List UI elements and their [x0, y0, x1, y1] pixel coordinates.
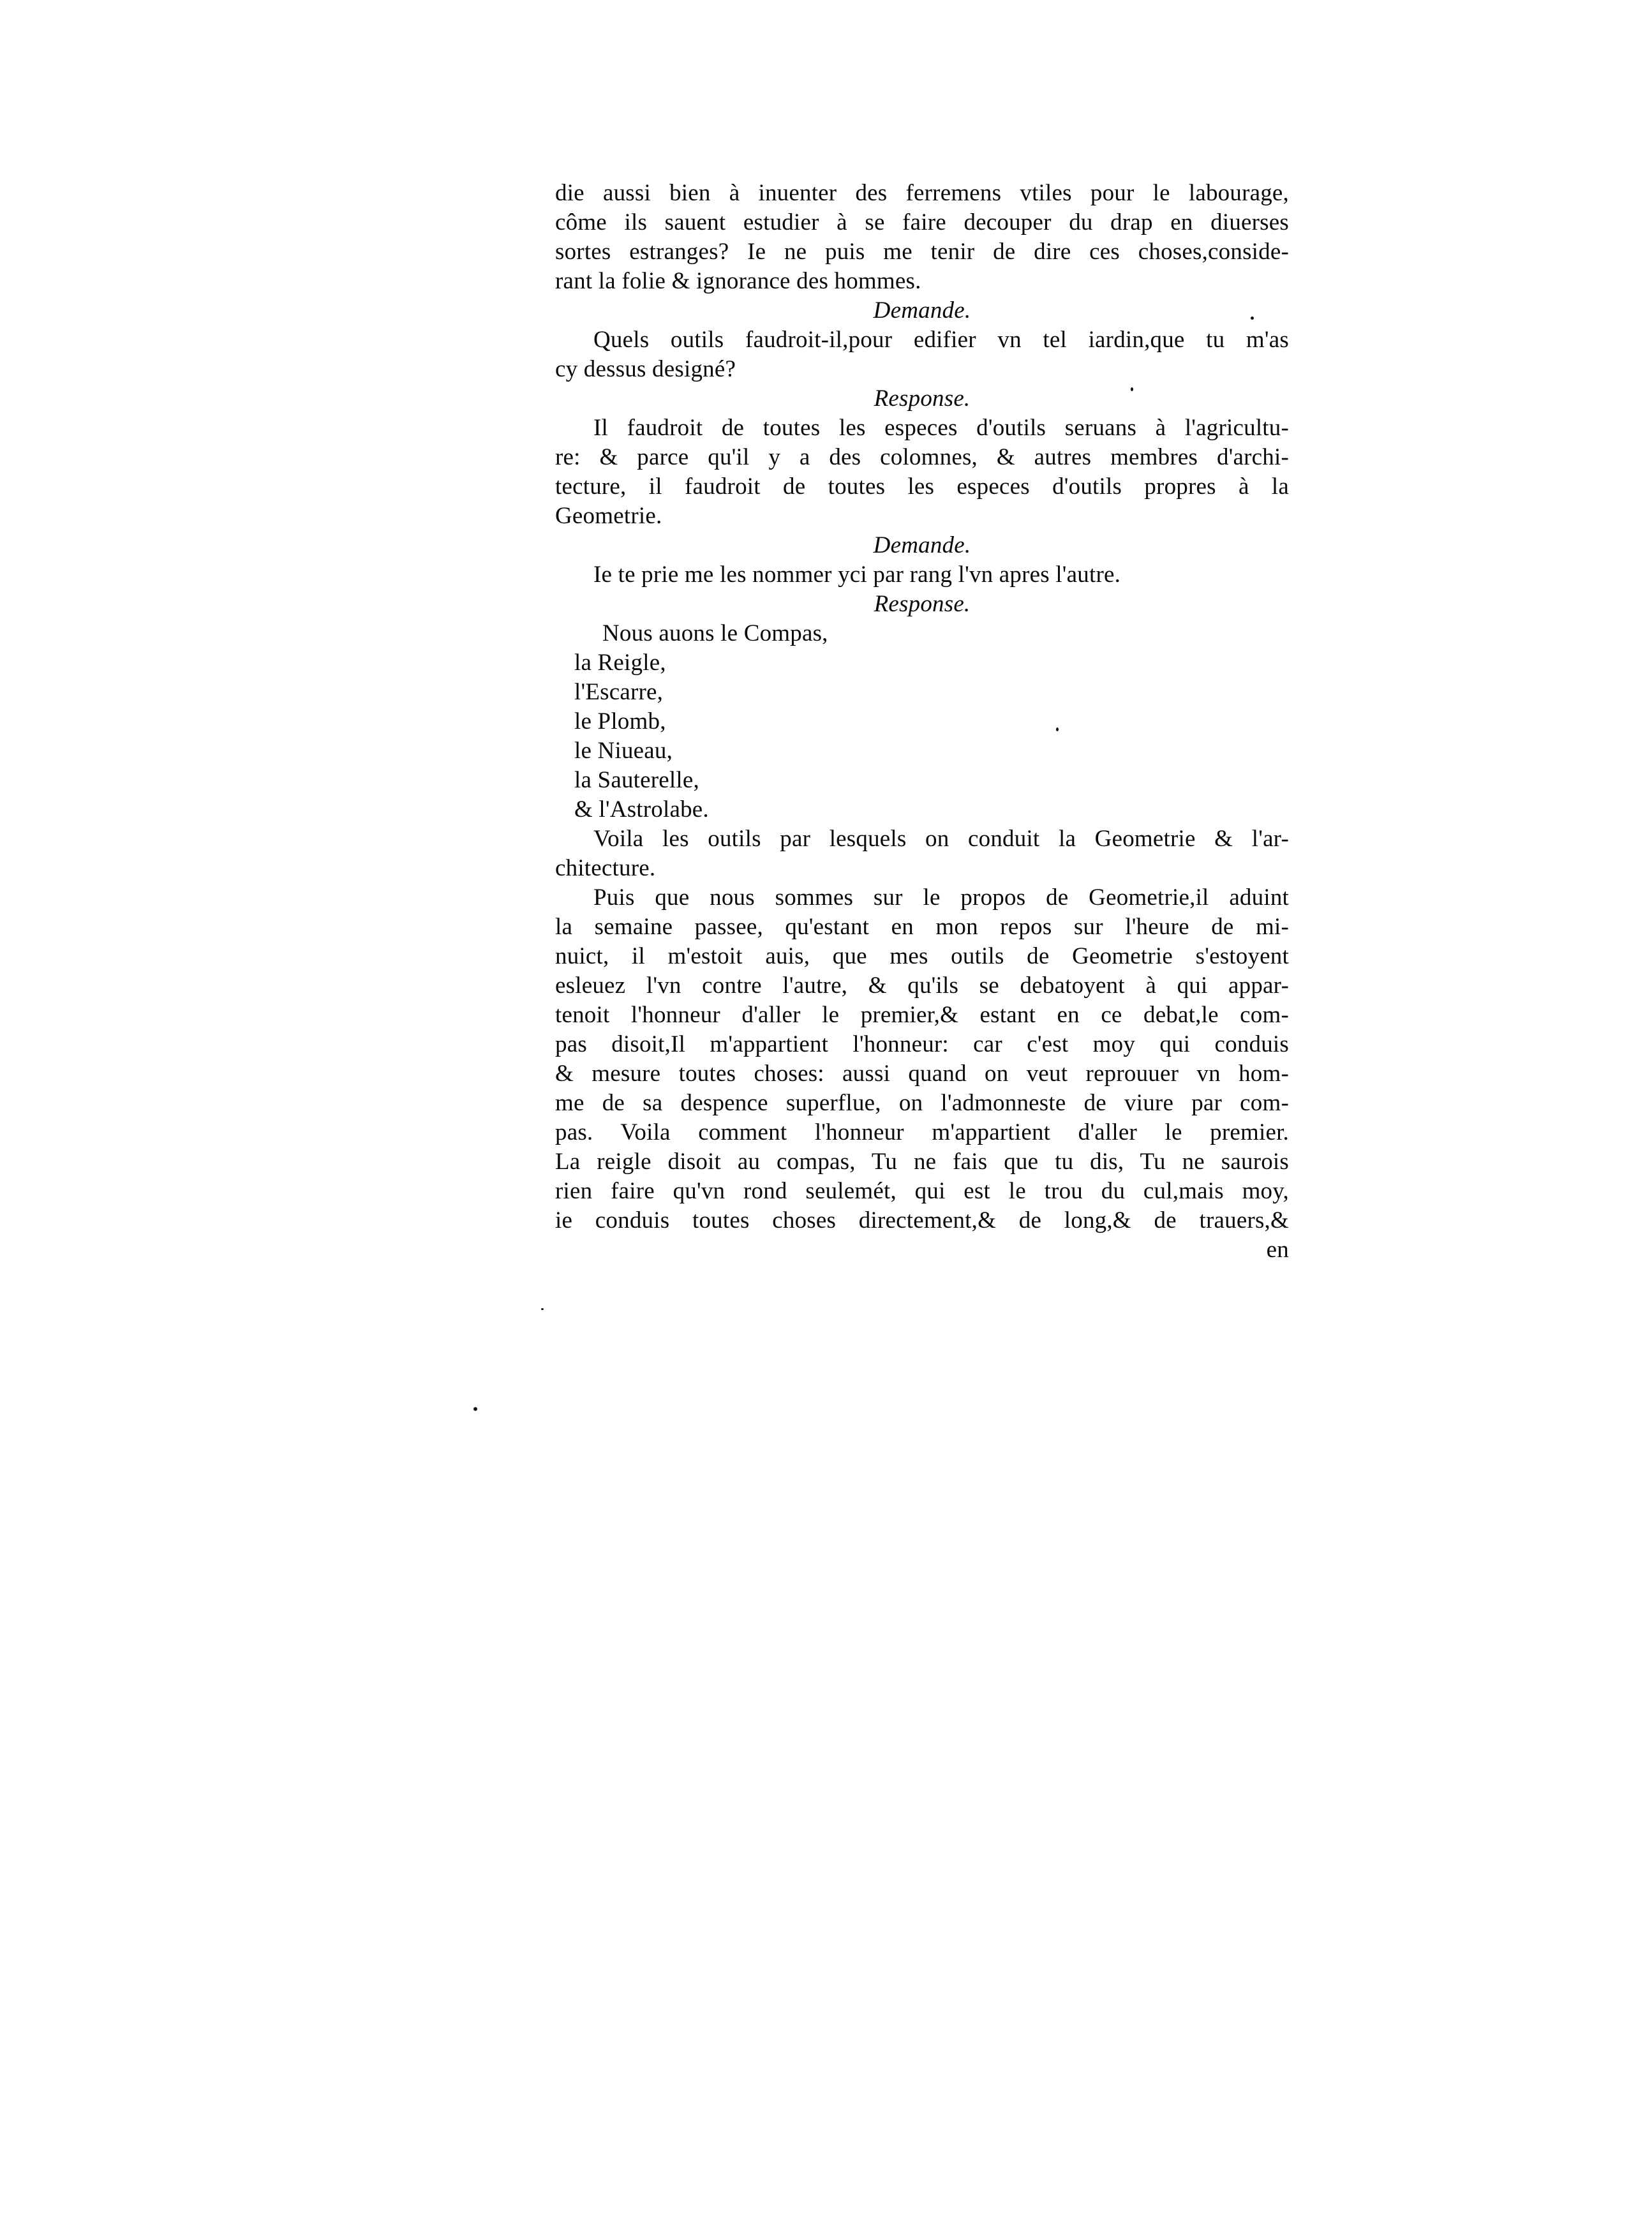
text-line: Voila les outils par lesquels on conduit la Geometrie & l'ar-: [593, 826, 1289, 852]
text-line: & mesure toutes choses: aussi quand on veut reprouuer vn hom-: [555, 1061, 1289, 1087]
text-line: die aussi bien à inuenter des ferremens vtiles pour le labourage,: [555, 180, 1289, 206]
text-line: côme ils sauent estudier à se faire decouper du drap en diuerses: [555, 209, 1289, 235]
text-line: pas disoit,Il m'appartient l'honneur: car c'est moy qui conduis: [555, 1031, 1289, 1057]
section-heading: Response.: [874, 385, 971, 412]
text-line: me de sa despence superflue, on l'admonneste de viure par com-: [555, 1090, 1289, 1116]
text-line: & l'Astrolabe.: [574, 796, 709, 823]
text-line: Il faudroit de toutes les especes d'outils seruans à l'agricultu-: [593, 415, 1289, 441]
section-heading: Demande.: [873, 532, 971, 558]
text-line: le Plomb,: [574, 708, 666, 734]
text-line: Quels outils faudroit-il,pour edifier vn tel iardin,que tu m'as: [593, 327, 1289, 353]
text-line: nuict, il m'estoit auis, que mes outils de Geometrie s'estoyent: [555, 943, 1289, 969]
text-line: Nous auons le Compas,: [602, 620, 828, 646]
page-text: [555, 179, 1289, 1265]
ink-speck: [1251, 317, 1254, 320]
text-line: Ie te prie me les nommer yci par rang l'vn apres l'autre.: [593, 562, 1121, 588]
section-heading: Response.: [874, 591, 971, 617]
text-line: chitecture.: [555, 855, 656, 881]
text-line: tenoit l'honneur d'aller le premier,& estant en ce debat,le com-: [555, 1002, 1289, 1028]
ink-speck: [1056, 727, 1059, 731]
text-line: l'Escarre,: [574, 679, 664, 705]
text-line: rien faire qu'vn rond seulemét, qui est le trou du cul,mais moy,: [555, 1178, 1289, 1204]
text-line: esleuez l'vn contre l'autre, & qu'ils se debatoyent à qui appar-: [555, 973, 1289, 999]
section-heading: Demande.: [873, 297, 971, 324]
text-line: tecture, il faudroit de toutes les especes d'outils propres à la: [555, 473, 1289, 500]
text-line: la Sauterelle,: [574, 767, 699, 793]
text-line: la Reigle,: [574, 650, 666, 676]
text-line: pas. Voila comment l'honneur m'appartient d'aller le premier.: [555, 1119, 1289, 1145]
text-line: ie conduis toutes choses directement,& de long,& de trauers,&: [555, 1207, 1289, 1234]
text-line: rant la folie & ignorance des hommes.: [555, 268, 921, 294]
ink-speck: [473, 1407, 477, 1411]
text-line: Puis que nous sommes sur le propos de Geometrie,il aduint: [593, 884, 1289, 911]
catchword: en: [1266, 1237, 1289, 1263]
text-line: le Niueau,: [574, 738, 673, 764]
text-line: cy dessus designé?: [555, 356, 736, 382]
text-line: la semaine passee, qu'estant en mon repos sur l'heure de mi-: [555, 914, 1289, 940]
ink-speck: [1131, 387, 1133, 391]
ink-speck: [541, 1308, 544, 1310]
text-line: La reigle disoit au compas, Tu ne fais que tu dis, Tu ne saurois: [555, 1149, 1289, 1175]
text-line: sortes estranges? Ie ne puis me tenir de dire ces choses,conside-: [555, 239, 1289, 265]
text-line: re: & parce qu'il y a des colomnes, & autres membres d'archi-: [555, 444, 1289, 470]
text-line: Geometrie.: [555, 503, 662, 529]
